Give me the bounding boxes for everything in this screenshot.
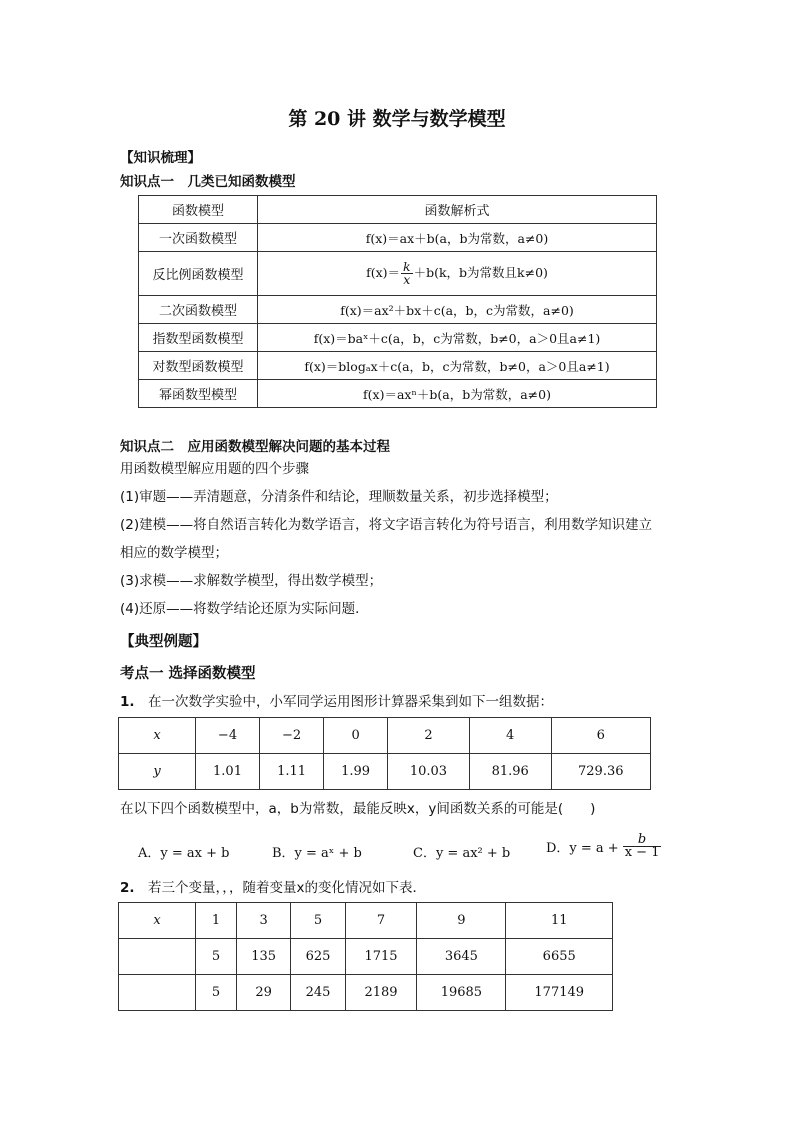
- cell-value: 135: [237, 939, 291, 975]
- y-value: 729.36: [551, 754, 650, 790]
- model-formula: f(x)＝ax²＋bx＋c(a，b，c为常数，a≠0): [258, 296, 657, 324]
- x-value: 1: [196, 903, 237, 939]
- question-1-data-table: [118, 717, 651, 790]
- exam-point-1-title: 考点一 选择函数模型: [120, 666, 256, 682]
- cell-value: 29: [237, 975, 291, 1011]
- table-row: [139, 252, 657, 296]
- model-name: 一次函数模型: [139, 224, 258, 252]
- model-formula: f(x)＝baˣ＋c(a，b，c为常数，b≠0，a＞0且a≠1): [258, 324, 657, 352]
- option-b: B．y = aˣ + b: [272, 846, 362, 861]
- model-name: 对数型函数模型: [139, 352, 258, 380]
- function-models-table: [138, 195, 657, 408]
- header-model: 函数模型: [139, 196, 258, 224]
- y-value: 81.96: [469, 754, 551, 790]
- cell-value: 1715: [345, 939, 417, 975]
- kp2-intro: 用函数模型解应用题的四个步骤: [120, 461, 309, 477]
- header-formula: 函数解析式: [258, 196, 657, 224]
- cell-value: 5: [196, 975, 237, 1011]
- page-title: 第 20 讲 数学与数学模型: [288, 108, 506, 130]
- formula-suffix: ＋b(k，b为常数且k≠0): [413, 265, 548, 280]
- fraction-numerator: k: [403, 259, 411, 274]
- model-name: 指数型函数模型: [139, 324, 258, 352]
- table-header-row: [139, 196, 657, 224]
- cell-value: 5: [196, 939, 237, 975]
- x-value: 9: [417, 903, 506, 939]
- x-value: 7: [345, 903, 417, 939]
- cell-value: 3645: [417, 939, 506, 975]
- option-d: [546, 834, 662, 859]
- step-2: (2)建模——将自然语言转化为数学语言，将文字语言转化为符号语言，利用数学知识建立: [120, 517, 653, 533]
- table-row: [139, 296, 657, 324]
- option-c: C．y = ax² + b: [413, 846, 511, 861]
- model-name: 反比例函数模型: [139, 252, 258, 296]
- x-label: x: [119, 718, 196, 754]
- question-2-number: 2.: [120, 880, 135, 896]
- table-row: [119, 975, 613, 1011]
- x-value: 11: [506, 903, 613, 939]
- model-name: 幂函数型模型: [139, 380, 258, 408]
- cell-value: 19685: [417, 975, 506, 1011]
- row-label: [119, 939, 196, 975]
- question-1-prompt: 在以下四个函数模型中，a，b为常数，最能反映x，y间函数关系的可能是( ): [120, 801, 596, 817]
- cell-value: 2189: [345, 975, 417, 1011]
- table-row: [139, 224, 657, 252]
- step-3: (3)求模——求解数学模型，得出数学模型；: [120, 573, 383, 589]
- y-value: 1.01: [196, 754, 260, 790]
- table-row: [119, 903, 613, 939]
- x-value: 4: [469, 718, 551, 754]
- model-formula: f(x)＝blogₐx＋c(a，b，c为常数，b≠0，a＞0且a≠1): [258, 352, 657, 380]
- fraction: [401, 261, 413, 286]
- y-value: 1.99: [324, 754, 388, 790]
- y-value: 1.11: [260, 754, 324, 790]
- fraction-denominator: x: [403, 272, 411, 287]
- question-2-data-table: [118, 902, 613, 1011]
- step-4: (4)还原——将数学结论还原为实际问题．: [120, 601, 369, 617]
- x-value: 5: [291, 903, 345, 939]
- x-value: 0: [324, 718, 388, 754]
- option-d-prefix: D．y = a +: [546, 841, 619, 856]
- question-2-text: 若三个变量，，，随着变量x的变化情况如下表．: [148, 880, 426, 896]
- table-row: [139, 352, 657, 380]
- fraction-denominator: x − 1: [624, 845, 660, 860]
- option-a: A．y = ax + b: [138, 846, 230, 861]
- fraction-numerator: b: [623, 834, 662, 847]
- section-knowledge-heading: 【知识梳理】: [120, 150, 201, 166]
- knowledge-point-1-title: 知识点一 几类已知函数模型: [120, 174, 296, 190]
- question-1-text: 在一次数学实验中，小军同学运用图形计算器采集到如下一组数据：: [148, 694, 553, 710]
- x-value: −2: [260, 718, 324, 754]
- table-row: [119, 754, 651, 790]
- table-row: [139, 324, 657, 352]
- question-1-number: 1.: [120, 694, 135, 710]
- cell-value: 625: [291, 939, 345, 975]
- option-d-fraction: [623, 834, 662, 859]
- x-label: x: [119, 903, 196, 939]
- table-row: [119, 718, 651, 754]
- x-value: 6: [551, 718, 650, 754]
- cell-value: 6655: [506, 939, 613, 975]
- x-value: 2: [388, 718, 470, 754]
- cell-value: 177149: [506, 975, 613, 1011]
- row-label: [119, 975, 196, 1011]
- y-label: y: [119, 754, 196, 790]
- model-formula: [258, 252, 657, 296]
- cell-value: 245: [291, 975, 345, 1011]
- x-value: 3: [237, 903, 291, 939]
- step-1: (1)审题——弄清题意，分清条件和结论，理顺数量关系，初步选择模型；: [120, 489, 558, 505]
- model-formula: f(x)＝ax＋b(a，b为常数，a≠0): [258, 224, 657, 252]
- section-examples-heading: 【典型例题】: [120, 634, 207, 650]
- table-row: [119, 939, 613, 975]
- table-row: [139, 380, 657, 408]
- model-name: 二次函数模型: [139, 296, 258, 324]
- x-value: −4: [196, 718, 260, 754]
- step-2-continued: 相应的数学模型；: [120, 545, 228, 561]
- formula-prefix: f(x)＝: [366, 265, 400, 280]
- y-value: 10.03: [388, 754, 470, 790]
- model-formula: f(x)＝axⁿ＋b(a，b为常数，a≠0): [258, 380, 657, 408]
- knowledge-point-2-title: 知识点二 应用函数模型解决问题的基本过程: [120, 439, 390, 455]
